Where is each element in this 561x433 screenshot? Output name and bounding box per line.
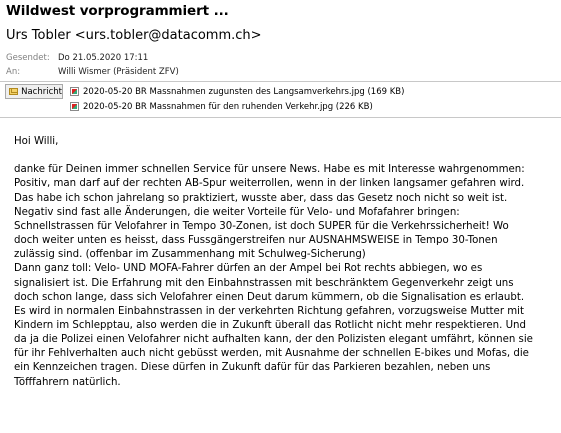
body-line: danke für Deinen immer schnellen Service für unsere News. Habe es mit Interesse wahrgenommen: — [14, 164, 525, 176]
attachment-filename: 2020-05-20 BR Massnahmen für den ruhenden Verkehr.jpg (226 KB) — [83, 101, 373, 112]
body-line: Das habe ich schon jahrelang so praktiziert, wusste aber, dass das Gesetz noch nicht so weit ist. — [14, 192, 508, 204]
to-recipient[interactable]: Willi Wismer (Präsident ZFV) — [58, 67, 179, 77]
header-divider — [0, 81, 561, 82]
body-line: doch schon lange, dass sich Velofahrer einen Deut darum kümmern, ob die Signalisation es erlaubt. — [14, 291, 525, 303]
envelope-icon — [9, 88, 18, 95]
email-subject: Wildwest vorprogrammiert ... — [6, 3, 229, 19]
attachment-list — [70, 84, 404, 114]
body-line: ein Kennzeichen tragen. Diese dürfen in Zukunft dafür für das Parkieren bezahlen, neben uns — [14, 362, 491, 374]
sent-label: Gesendet: — [6, 53, 50, 63]
attachments-divider — [0, 117, 561, 118]
body-line: Töfffahrern natürlich. — [14, 376, 121, 388]
attachment-item[interactable] — [70, 99, 404, 114]
message-body — [14, 135, 556, 390]
attachment-item[interactable] — [70, 84, 404, 99]
message-tab-label: Nachricht — [21, 86, 62, 97]
image-file-icon — [70, 87, 79, 96]
attachment-filename: 2020-05-20 BR Massnahmen zugunsten des Langsamverkehrs.jpg (169 KB) — [83, 86, 405, 97]
image-file-icon — [70, 102, 79, 111]
message-tab[interactable] — [5, 84, 63, 99]
body-line: Negativ sind fast alle Änderungen, die weiter Vorteile für Velo- und Mofafahrer bringen: — [14, 206, 460, 218]
body-line: doch weiter unten es heisst, dass Fussgängerstreifen nur AUSNAHMSWEISE in Tempo 30-Tonen — [14, 235, 498, 247]
body-line: signalisiert ist. Die Erfahrung mit den Einbahnstrassen mit beschränktem Gegenverkehr zeigt uns — [14, 277, 514, 289]
sent-value: Do 21.05.2020 17:11 — [58, 53, 149, 63]
body-line: Schnellstrassen für Velofahrer in Tempo 30-Zonen, ist doch SUPER für die Verkehrssicherheit! Wo — [14, 220, 509, 232]
to-label: An: — [6, 67, 21, 77]
body-line: für ihr Fehlverhalten auch nicht gebüsst werden, mit Ausnahme der schnellen E-bikes und Mofas, die — [14, 348, 529, 360]
greeting: Hoi Willi, — [14, 136, 59, 147]
body-line: da ja die Polizei einen Velofahrer nicht aufhalten kann, der den Polizisten elegant umfährt, können sie — [14, 334, 533, 346]
blank-line — [14, 149, 556, 163]
body-line: Dann ganz toll: Velo- UND MOFA-Fahrer dürfen an der Ampel bei Rot rechts abbiegen, wo es — [14, 263, 483, 275]
body-line: Kindern im Schlepptau, also werden die in Zukunft überall das Rotlicht nicht mehr respektieren. Und — [14, 320, 526, 332]
body-line: zulässig sind. (offenbar im Zusammenhang mit Schulweg-Sicherung) — [14, 249, 366, 261]
body-line: Positiv, man darf auf der rechten AB-Spur weiterrollen, wenn in der linken langsamer gefahren wird. — [14, 178, 525, 190]
sender[interactable]: Urs Tobler <urs.tobler@datacomm.ch> — [6, 28, 262, 43]
body-line: Es wird in normalen Einbahnstrassen in der verkehrten Richtung gefahren, vorzugsweise Mutter mit — [14, 305, 524, 317]
